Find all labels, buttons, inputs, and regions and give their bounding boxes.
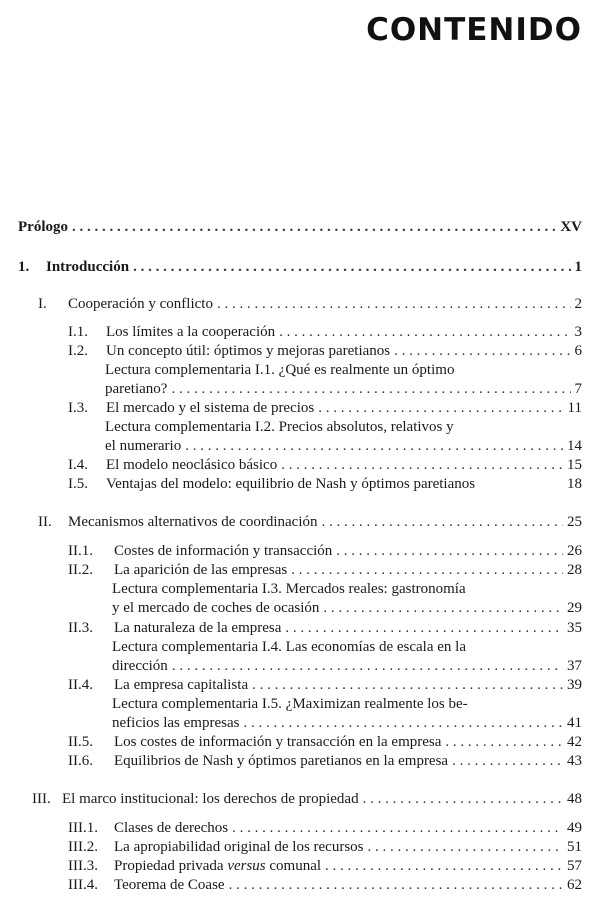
toc-page-number: 51 bbox=[567, 839, 582, 855]
toc-entry-title: La aparición de las empresas bbox=[114, 562, 288, 578]
toc-page-number: 62 bbox=[567, 877, 582, 893]
toc-entry-title: Los costes de información y transacción en la empresa bbox=[114, 734, 442, 750]
toc-leader-dots bbox=[72, 219, 556, 236]
toc-leader-dots bbox=[243, 715, 563, 732]
toc-entry bbox=[112, 600, 582, 617]
toc-page-number: 28 bbox=[567, 562, 582, 578]
toc-entry-title: Lectura complementaria I.2. Precios absolutos, relativos y bbox=[105, 419, 454, 435]
toc-entry bbox=[68, 476, 582, 493]
toc-entry bbox=[112, 581, 582, 598]
toc-page-number: 6 bbox=[574, 343, 582, 359]
toc-entry-title: Prólogo bbox=[18, 219, 68, 235]
toc-entry-title: dirección bbox=[112, 658, 168, 674]
toc-entry-title: paretiano? bbox=[105, 381, 168, 397]
toc-entry-number: II. bbox=[38, 514, 52, 530]
toc-entry bbox=[68, 324, 582, 341]
toc-entry-title: El mercado y el sistema de precios bbox=[106, 400, 315, 416]
toc-leader-dots bbox=[229, 877, 563, 894]
toc-page-number: 41 bbox=[567, 715, 582, 731]
toc-entry-number: I.4. bbox=[68, 457, 88, 473]
toc-page-number: 25 bbox=[567, 514, 582, 530]
toc-entry bbox=[68, 400, 582, 417]
toc-entry bbox=[68, 343, 582, 360]
toc-entry-title: Equilibrios de Nash y óptimos paretianos en la empresa bbox=[114, 753, 449, 769]
toc-page-number: 49 bbox=[567, 820, 582, 836]
toc-entry bbox=[112, 639, 582, 656]
toc-entry-title: La empresa capitalista bbox=[114, 677, 249, 693]
toc-entry bbox=[105, 438, 582, 455]
toc-leader-dots bbox=[285, 620, 563, 637]
toc-entry bbox=[38, 296, 582, 313]
toc-leader-dots bbox=[318, 400, 563, 417]
toc-entry bbox=[68, 858, 582, 875]
toc-entry bbox=[68, 543, 582, 560]
toc-entry-number: III.2. bbox=[68, 839, 98, 855]
toc-entry-title: La naturaleza de la empresa bbox=[114, 620, 282, 636]
toc-leader-dots bbox=[363, 791, 563, 808]
toc-leader-dots bbox=[252, 677, 563, 694]
toc-entry bbox=[105, 381, 582, 398]
toc-entry-title: Un concepto útil: óptimos y mejoras paretianos bbox=[106, 343, 391, 359]
toc-entry bbox=[112, 658, 582, 675]
toc-page-number: 7 bbox=[574, 381, 582, 397]
toc-entry-title: Clases de derechos bbox=[114, 820, 229, 836]
toc-entry-title: Ventajas del modelo: equilibrio de Nash y óptimos paretianos bbox=[106, 476, 476, 492]
toc-page-number: XV bbox=[560, 219, 582, 235]
toc-page-number: 18 bbox=[567, 476, 582, 492]
toc-entry bbox=[68, 820, 582, 837]
toc-page-number: 48 bbox=[567, 791, 582, 807]
toc-page-number: 35 bbox=[567, 620, 582, 636]
toc-page-number: 39 bbox=[567, 677, 582, 693]
toc-entry-number: II.1. bbox=[68, 543, 93, 559]
toc-entry bbox=[105, 362, 582, 379]
toc-entry-number: II.6. bbox=[68, 753, 93, 769]
toc-entry bbox=[68, 839, 582, 856]
toc-entry-title: y el mercado de coches de ocasión bbox=[112, 600, 320, 616]
toc-leader-dots bbox=[325, 858, 563, 875]
toc-leader-dots bbox=[171, 381, 570, 398]
toc-entry-number: 1. bbox=[18, 259, 30, 275]
toc-entry-number: I.1. bbox=[68, 324, 88, 340]
toc-entry-number: II.5. bbox=[68, 734, 93, 750]
toc-entry-title: Cooperación y conflicto bbox=[68, 296, 213, 312]
toc-leader-dots bbox=[217, 296, 571, 313]
toc-entry bbox=[112, 715, 582, 732]
toc-leader-dots bbox=[368, 839, 563, 856]
toc-entry bbox=[112, 696, 582, 713]
toc-page-number: 42 bbox=[567, 734, 582, 750]
toc-leader-dots bbox=[133, 259, 570, 276]
toc-leader-dots bbox=[172, 658, 563, 675]
toc-page-number: 29 bbox=[567, 600, 582, 616]
toc-page-number: 57 bbox=[567, 858, 582, 874]
toc-leader-dots bbox=[232, 820, 563, 837]
toc-leader-dots bbox=[445, 734, 563, 751]
toc-entry-title: Lectura complementaria I.3. Mercados reales: gastronomía bbox=[112, 581, 466, 597]
toc-page-number: 43 bbox=[567, 753, 582, 769]
toc-page-number: 3 bbox=[574, 324, 582, 340]
toc-leader-dots bbox=[394, 343, 570, 360]
toc-page-number: 26 bbox=[567, 543, 582, 559]
toc-entry-title: Los límites a la cooperación bbox=[106, 324, 276, 340]
toc-entry-number: II.4. bbox=[68, 677, 93, 693]
toc-entry-number: III.3. bbox=[68, 858, 98, 874]
toc-leader-dots bbox=[281, 457, 563, 474]
toc-page-number: 1 bbox=[574, 259, 582, 275]
toc-entry-title: Lectura complementaria I.4. Las economías de escala en la bbox=[112, 639, 466, 655]
toc-page-number: 11 bbox=[567, 400, 582, 416]
toc-entry-title: Lectura complementaria I.1. ¿Qué es realmente un óptimo bbox=[105, 362, 455, 378]
toc-page-number: 37 bbox=[567, 658, 582, 674]
toc-entry bbox=[18, 219, 582, 236]
toc-entry-title: neficios las empresas bbox=[112, 715, 240, 731]
toc-entry bbox=[68, 677, 582, 694]
toc-entry-number: II.2. bbox=[68, 562, 93, 578]
toc-entry bbox=[68, 877, 582, 894]
toc-entry bbox=[105, 419, 582, 436]
toc-entry bbox=[68, 753, 582, 770]
toc-entry-number: III.1. bbox=[68, 820, 98, 836]
toc-entry-number: I.3. bbox=[68, 400, 88, 416]
toc-entry-title: Propiedad privada versus comunal bbox=[114, 858, 322, 874]
toc-leader-dots bbox=[279, 324, 570, 341]
toc-entry-title: Mecanismos alternativos de coordinación bbox=[68, 514, 318, 530]
toc-leader-dots bbox=[336, 543, 563, 560]
toc-entry-number: III.4. bbox=[68, 877, 98, 893]
toc-entry-number: I. bbox=[38, 296, 47, 312]
toc-page-number: 2 bbox=[574, 296, 582, 312]
toc-entry bbox=[32, 791, 582, 808]
toc-entry bbox=[68, 734, 582, 751]
toc-entry bbox=[38, 514, 582, 531]
toc-page-number: 14 bbox=[567, 438, 582, 454]
toc-entry-title: el numerario bbox=[105, 438, 182, 454]
toc-leader-dots bbox=[291, 562, 563, 579]
toc-entry-title: El marco institucional: los derechos de propiedad bbox=[62, 791, 359, 807]
toc-entry-number: I.5. bbox=[68, 476, 88, 492]
toc-entry bbox=[68, 620, 582, 637]
toc-page-number: 15 bbox=[567, 457, 582, 473]
toc-entry bbox=[68, 457, 582, 474]
toc-leader-dots bbox=[322, 514, 563, 531]
toc-entry-title: Teorema de Coase bbox=[114, 877, 225, 893]
toc-entry-title: La apropiabilidad original de los recursos bbox=[114, 839, 364, 855]
page-heading: CONTENIDO bbox=[366, 12, 582, 48]
toc-entry-number: I.2. bbox=[68, 343, 88, 359]
toc-entry-title: Lectura complementaria I.5. ¿Maximizan realmente los be- bbox=[112, 696, 468, 712]
toc-entry-number: III. bbox=[32, 791, 51, 807]
toc-leader-dots bbox=[452, 753, 563, 770]
toc-entry-title: Costes de información y transacción bbox=[114, 543, 333, 559]
toc-entry-title: El modelo neoclásico básico bbox=[106, 457, 278, 473]
toc-entry-title: Introducción bbox=[46, 259, 130, 275]
toc-leader-dots bbox=[323, 600, 563, 617]
toc-leader-dots bbox=[185, 438, 563, 455]
toc-entry-number: II.3. bbox=[68, 620, 93, 636]
toc-entry bbox=[18, 259, 582, 276]
toc-entry bbox=[68, 562, 582, 579]
